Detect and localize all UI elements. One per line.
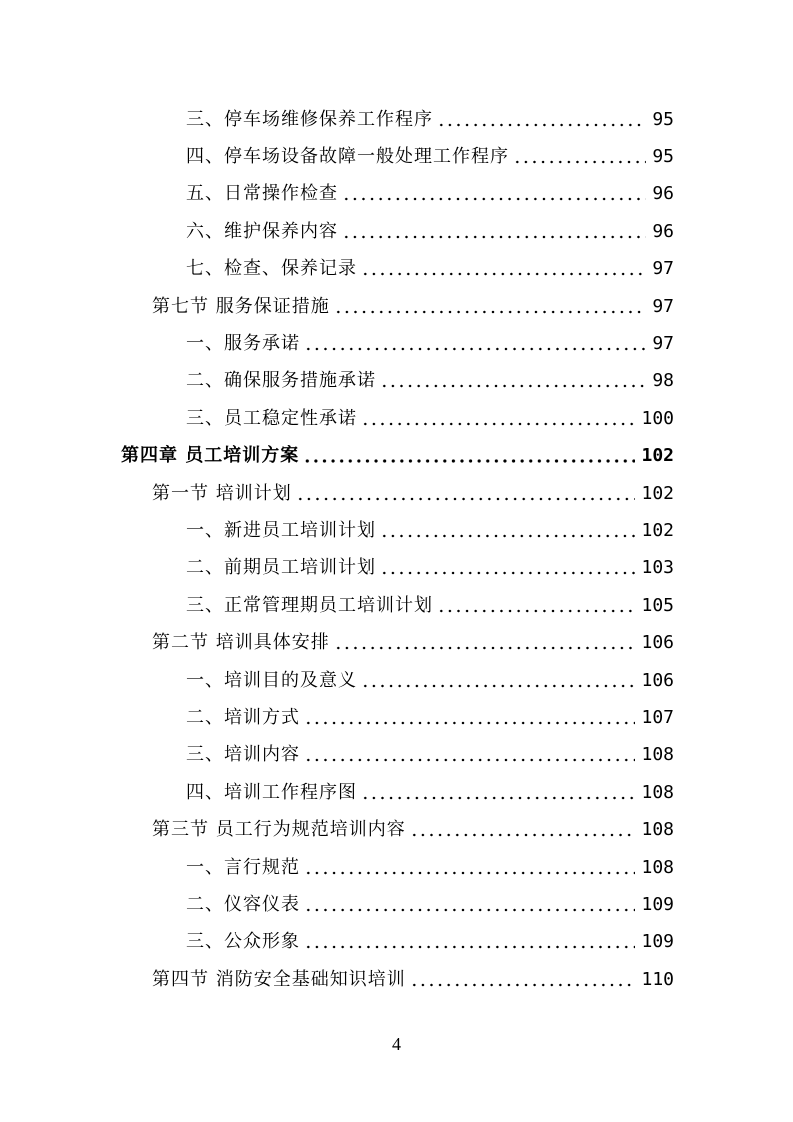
toc-entry-page: 106 — [641, 632, 674, 654]
toc-entry-title: 三、公众形象 — [186, 931, 300, 953]
table-of-contents — [0, 101, 793, 998]
toc-entry-title: 第四节 消防安全基础知识培训 — [152, 968, 406, 990]
toc-dot-leader — [380, 559, 635, 577]
toc-section-entry[interactable] — [0, 624, 793, 661]
toc-dot-leader — [361, 784, 635, 802]
toc-subsection-entry[interactable] — [0, 251, 793, 288]
toc-subsection-entry[interactable] — [0, 699, 793, 736]
toc-entry-title: 四、停车场设备故障一般处理工作程序 — [186, 146, 509, 168]
toc-entry-page: 100 — [641, 407, 674, 429]
toc-dot-leader — [304, 896, 635, 914]
toc-section-entry[interactable] — [0, 475, 793, 512]
toc-entry-page: 102 — [641, 445, 674, 467]
toc-dot-leader — [410, 971, 636, 989]
toc-entry-title: 第七节 服务保证措施 — [152, 295, 330, 317]
toc-subsection-entry[interactable] — [0, 512, 793, 549]
toc-entry-page: 110 — [641, 968, 674, 990]
toc-entry-page: 97 — [652, 258, 674, 280]
page-number: 4 — [392, 1034, 401, 1054]
toc-entry-page: 95 — [652, 146, 674, 168]
toc-dot-leader — [342, 185, 646, 203]
toc-dot-leader — [304, 709, 635, 727]
toc-entry-title: 三、员工稳定性承诺 — [186, 407, 357, 429]
toc-entry-page: 106 — [641, 669, 674, 691]
toc-subsection-entry[interactable] — [0, 737, 793, 774]
toc-entry-page: 109 — [641, 931, 674, 953]
toc-entry-page: 108 — [641, 856, 674, 878]
toc-subsection-entry[interactable] — [0, 924, 793, 961]
toc-entry-title: 第三节 员工行为规范培训内容 — [152, 819, 406, 841]
toc-entry-page: 105 — [641, 594, 674, 616]
toc-dot-leader — [410, 821, 636, 839]
toc-entry-page: 108 — [641, 781, 674, 803]
toc-entry-page: 103 — [641, 557, 674, 579]
toc-dot-leader — [304, 933, 635, 951]
toc-subsection-entry[interactable] — [0, 325, 793, 362]
toc-entry-page: 109 — [641, 893, 674, 915]
toc-subsection-entry[interactable] — [0, 213, 793, 250]
toc-entry-title: 一、服务承诺 — [186, 333, 300, 355]
toc-entry-title: 第一节 培训计划 — [152, 482, 292, 504]
toc-subsection-entry[interactable] — [0, 662, 793, 699]
toc-dot-leader — [304, 859, 635, 877]
toc-entry-title: 二、培训方式 — [186, 706, 300, 728]
toc-dot-leader — [334, 634, 636, 652]
toc-entry-title: 三、正常管理期员工培训计划 — [186, 594, 433, 616]
toc-subsection-entry[interactable] — [0, 101, 793, 138]
toc-subsection-entry[interactable] — [0, 550, 793, 587]
toc-section-entry[interactable] — [0, 288, 793, 325]
toc-entry-page: 97 — [652, 333, 674, 355]
toc-dot-leader — [304, 746, 635, 764]
toc-dot-leader — [296, 485, 636, 503]
toc-entry-page: 95 — [652, 108, 674, 130]
toc-entry-page: 107 — [641, 706, 674, 728]
toc-entry-page: 96 — [652, 183, 674, 205]
toc-entry-page: 97 — [652, 295, 674, 317]
toc-subsection-entry[interactable] — [0, 849, 793, 886]
toc-entry-title: 二、确保服务措施承诺 — [186, 370, 376, 392]
toc-subsection-entry[interactable] — [0, 400, 793, 437]
toc-dot-leader — [342, 223, 646, 241]
toc-dot-leader — [334, 298, 647, 316]
toc-entry-title: 第二节 培训具体安排 — [152, 632, 330, 654]
toc-entry-page: 98 — [652, 370, 674, 392]
toc-entry-title: 一、言行规范 — [186, 856, 300, 878]
toc-subsection-entry[interactable] — [0, 363, 793, 400]
toc-dot-leader — [304, 335, 646, 353]
toc-entry-title: 四、培训工作程序图 — [186, 781, 357, 803]
toc-dot-leader — [303, 447, 635, 465]
toc-entry-title: 六、维护保养内容 — [186, 220, 338, 242]
toc-subsection-entry[interactable] — [0, 587, 793, 624]
toc-entry-title: 三、停车场维修保养工作程序 — [186, 108, 433, 130]
toc-entry-page: 102 — [641, 519, 674, 541]
toc-entry-title: 七、检查、保养记录 — [186, 258, 357, 280]
toc-entry-page: 108 — [641, 819, 674, 841]
toc-dot-leader — [361, 260, 646, 278]
toc-dot-leader — [380, 522, 635, 540]
toc-dot-leader — [437, 597, 635, 615]
toc-dot-leader — [380, 372, 646, 390]
toc-dot-leader — [361, 410, 635, 428]
toc-entry-title: 二、仪容仪表 — [186, 893, 300, 915]
toc-entry-title: 一、培训目的及意义 — [186, 669, 357, 691]
toc-section-entry[interactable] — [0, 811, 793, 848]
toc-subsection-entry[interactable] — [0, 774, 793, 811]
toc-dot-leader — [437, 111, 646, 129]
toc-entry-title: 五、日常操作检查 — [186, 183, 338, 205]
toc-subsection-entry[interactable] — [0, 138, 793, 175]
toc-section-entry[interactable] — [0, 961, 793, 998]
toc-chapter-entry[interactable] — [0, 438, 793, 475]
toc-entry-title: 第四章 员工培训方案 — [121, 445, 300, 467]
toc-subsection-entry[interactable] — [0, 176, 793, 213]
toc-entry-title: 三、培训内容 — [186, 744, 300, 766]
toc-subsection-entry[interactable] — [0, 886, 793, 923]
toc-dot-leader — [513, 148, 646, 166]
toc-entry-page: 102 — [641, 482, 674, 504]
toc-entry-title: 一、新进员工培训计划 — [186, 519, 376, 541]
toc-entry-page: 96 — [652, 220, 674, 242]
toc-entry-title: 二、前期员工培训计划 — [186, 557, 376, 579]
toc-entry-page: 108 — [641, 744, 674, 766]
toc-dot-leader — [361, 672, 635, 690]
